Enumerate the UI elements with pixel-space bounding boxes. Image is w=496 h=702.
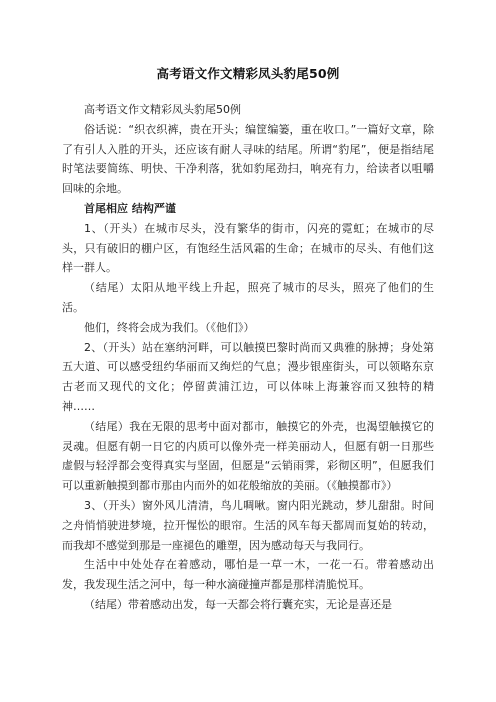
example-2-ending: （结尾）我在无限的思考中面对都市，触摸它的外壳，也渴望触摸它的灵魂。但愿有朝一日它的内质可以像外壳一样美丽动人，但愿有朝一日那些虚假与轻浮都会变得真实与坚固，但愿是“云销雨霁，彩彻区明”，但愿我们可以重新触摸到都市那由内而外的如花般缩放的美丽。（《触摸都市》） xyxy=(62,419,434,493)
example-3-opening-continued: 生活中中处处存在着感动，哪怕是一草一木，一花一石。带着感动出发，我发现生活之河中，每一种水滴碰撞声都是那样清脆悦耳。 xyxy=(62,558,434,592)
example-1-ending: （结尾）太阳从地平线上升起，照亮了城市的尽头，照亮了他们的生活。 xyxy=(62,281,434,314)
intro-paragraph: 俗话说：“织衣织裤，贵在开头；编筐编篓，重在收口。”一篇好文章，除了有引人入胜的开头，还应该有耐人寻味的结尾。所谓“豹尾”，便是指结尾时笔法要简练、明快、干净利落，犹如豹尾劲扫，响亮有力，给读者以咀嚼回味的余地。 xyxy=(62,122,434,196)
example-1-ending-continued: 他们，终将会成为我们。（《他们》） xyxy=(84,320,255,334)
document-title: 高考语文作文精彩凤头豹尾50例 xyxy=(156,66,340,81)
example-1-opening: 1、（开头）在城市尽头，没有繁华的街市，闪亮的霓虹；在城市的尽头，只有破旧的棚户区，有饱经生活风霜的生命；在城市的尽头、有他们这样一群人。 xyxy=(62,221,434,275)
subtitle-line: 高考语文作文精彩凤头豹尾50例 xyxy=(84,103,241,116)
section-heading: 首尾相应 结构严谨 xyxy=(84,201,176,215)
example-3-ending: （结尾）带着感动出发，每一天都会将行囊充实，无论是喜还是 xyxy=(84,597,392,611)
example-2-opening: 2、（开头）站在塞纳河畔，可以触摸巴黎时尚而又典雅的脉搏；身处第五大道、可以感受纽约华丽而又绚烂的气息；漫步银座街头，可以领略东京古老而又现代的文化；停留黄浦江边，可以体味上海兼容而又独特的精神…… xyxy=(62,340,434,413)
example-3-opening: 3、（开头）窗外风儿清清，鸟儿啁啾。窗内阳光跳动，梦儿甜甜。时间之舟悄悄驶进梦境，拉开惺忪的眼帘。生活的风车每天都周而复始的转动，而我却不感觉到那是一座褪色的雕塑，因为感动每天与我同行。 xyxy=(62,498,434,552)
